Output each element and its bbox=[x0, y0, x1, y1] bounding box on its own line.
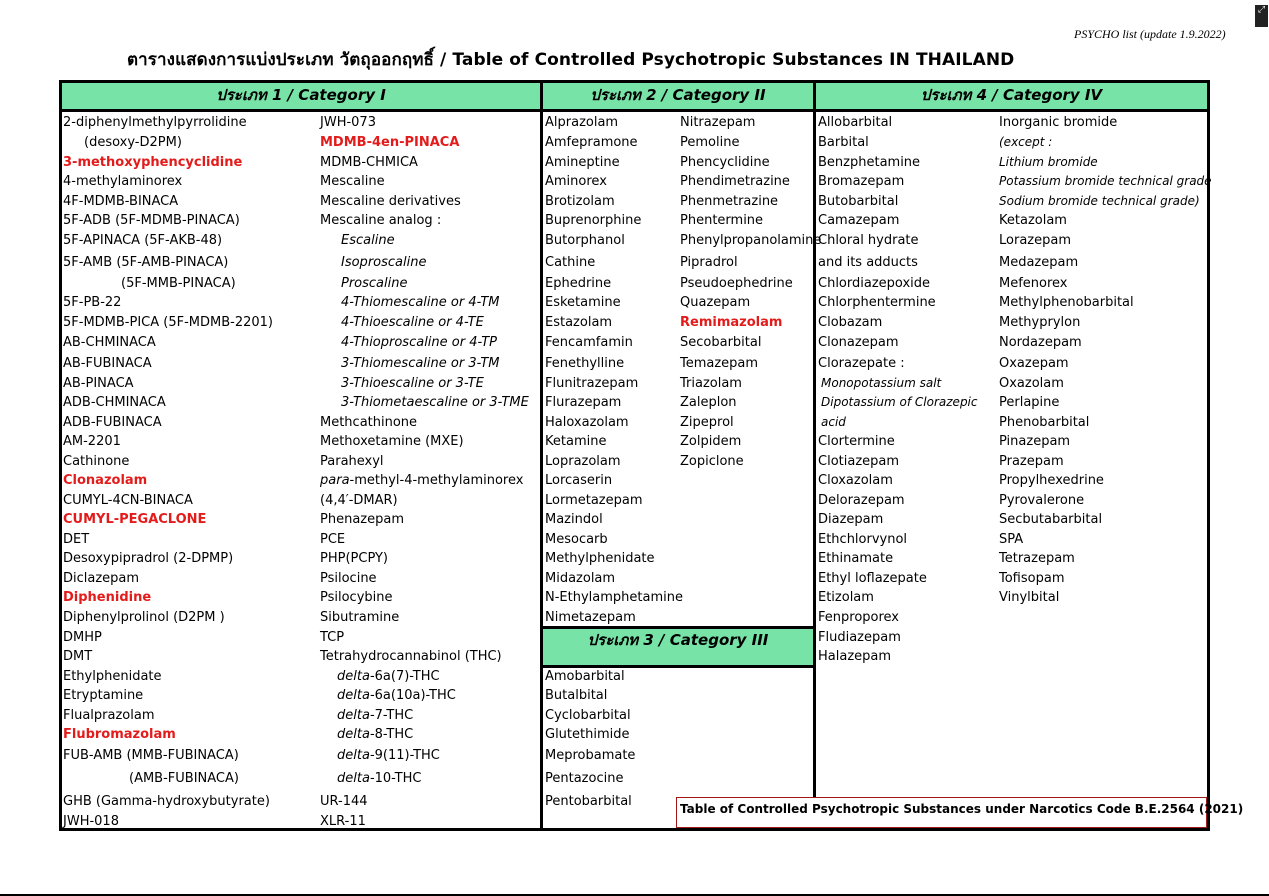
substance-item: Delorazepam bbox=[818, 493, 905, 508]
substance-item: delta-6a(10a)-THC bbox=[337, 688, 456, 703]
substance-item: Cyclobarbital bbox=[545, 708, 631, 723]
substance-item: delta-8-THC bbox=[337, 727, 414, 742]
substance-item: Methylphenidate bbox=[545, 551, 655, 566]
substance-item: Chlordiazepoxide bbox=[818, 276, 931, 291]
substance-item: Nitrazepam bbox=[680, 115, 756, 130]
substance-item: Phenobarbital bbox=[999, 415, 1090, 430]
substance-item: Fenproporex bbox=[818, 610, 899, 625]
substance-item: ADB-CHMINACA bbox=[63, 395, 166, 410]
substance-item: Zaleplon bbox=[680, 395, 737, 410]
substance-item: Cathinone bbox=[63, 454, 130, 469]
substance-item: Loprazolam bbox=[545, 454, 621, 469]
substance-item: delta-10-THC bbox=[337, 771, 422, 786]
substance-item: Mescaline analog : bbox=[320, 213, 442, 228]
substance-item: delta-6a(7)-THC bbox=[337, 669, 440, 684]
substance-item: 3-Thiometaescaline or 3-TME bbox=[341, 395, 529, 410]
substance-item: DET bbox=[63, 532, 90, 547]
substance-item: Mefenorex bbox=[999, 276, 1068, 291]
substance-item: Triazolam bbox=[680, 376, 742, 391]
substance-item: DMT bbox=[63, 649, 93, 664]
substance-item: Inorganic bromide bbox=[999, 115, 1118, 130]
substance-item: Flurazepam bbox=[545, 395, 622, 410]
substance-item: Amobarbital bbox=[545, 669, 625, 684]
substance-item: Estazolam bbox=[545, 315, 613, 330]
substance-item: Ethchlorvynol bbox=[818, 532, 908, 547]
substance-item: and its adducts bbox=[818, 255, 918, 270]
substance-item: Mazindol bbox=[545, 512, 603, 527]
substance-item: Secbutabarbital bbox=[999, 512, 1103, 527]
substance-item: Glutethimide bbox=[545, 727, 630, 742]
substance-item: UR-144 bbox=[320, 794, 368, 809]
substance-item: Flubromazolam bbox=[63, 727, 176, 742]
substance-item: Potassium bromide technical grade bbox=[999, 174, 1212, 188]
substance-item: Esketamine bbox=[545, 295, 621, 310]
substance-item: ADB-FUBINACA bbox=[63, 415, 162, 430]
substance-item: Tetrahydrocannabinol (THC) bbox=[320, 649, 502, 664]
substance-item: CUMYL-PEGACLONE bbox=[63, 512, 207, 527]
substance-item: (5F-MMB-PINACA) bbox=[121, 276, 236, 291]
substance-item: Cloxazolam bbox=[818, 473, 893, 488]
substance-item: Phendimetrazine bbox=[680, 174, 790, 189]
substance-item: Pemoline bbox=[680, 135, 740, 150]
substance-item: PCE bbox=[320, 532, 346, 547]
category-4-header: ประเภท 4 / Category IV bbox=[816, 83, 1207, 112]
substance-item: Secobarbital bbox=[680, 335, 762, 350]
substance-item: Clotiazepam bbox=[818, 454, 900, 469]
substance-item: Etizolam bbox=[818, 590, 874, 605]
substance-item: Amineptine bbox=[545, 155, 620, 170]
substance-item: Lithium bromide bbox=[999, 155, 1098, 169]
substance-item: Methylphenobarbital bbox=[999, 295, 1134, 310]
substance-item: (except : bbox=[999, 135, 1053, 149]
substance-item: Alprazolam bbox=[545, 115, 619, 130]
substance-item: Pentobarbital bbox=[545, 794, 632, 809]
substance-item: Ethylphenidate bbox=[63, 669, 162, 684]
substance-item: Methoxetamine (MXE) bbox=[320, 434, 464, 449]
substance-item: Monopotassium salt bbox=[821, 376, 942, 390]
substance-item: Parahexyl bbox=[320, 454, 384, 469]
substance-item: Clorazepate : bbox=[818, 356, 905, 371]
divider-cat2-cat4 bbox=[813, 80, 816, 831]
substance-item: Ethinamate bbox=[818, 551, 894, 566]
substance-item: Diclazepam bbox=[63, 571, 140, 586]
substance-item: Oxazepam bbox=[999, 356, 1069, 371]
substance-item: Haloxazolam bbox=[545, 415, 629, 430]
substance-item: Oxazolam bbox=[999, 376, 1064, 391]
substance-item: 5F-PB-22 bbox=[63, 295, 122, 310]
substance-item: MDMB-4en-PINACA bbox=[320, 135, 460, 150]
substance-item: 4F-MDMB-BINACA bbox=[63, 194, 179, 209]
substance-item: Psilocybine bbox=[320, 590, 393, 605]
substance-item: Nordazepam bbox=[999, 335, 1082, 350]
substance-item: Clonazepam bbox=[818, 335, 899, 350]
substance-item: Phentermine bbox=[680, 213, 764, 228]
substance-item: Benzphetamine bbox=[818, 155, 921, 170]
substance-item: Zolpidem bbox=[680, 434, 742, 449]
substance-item: Butorphanol bbox=[545, 233, 625, 248]
substance-item: Flualprazolam bbox=[63, 708, 155, 723]
substance-item: 4-Thioescaline or 4-TE bbox=[341, 315, 484, 330]
substance-item: AB-PINACA bbox=[63, 376, 134, 391]
substance-item: delta-9(11)-THC bbox=[337, 748, 440, 763]
substance-item: Camazepam bbox=[818, 213, 900, 228]
substance-item: Mesocarb bbox=[545, 532, 608, 547]
substance-item: AM-2201 bbox=[63, 434, 121, 449]
substance-item: Methyprylon bbox=[999, 315, 1081, 330]
substance-item: Butobarbital bbox=[818, 194, 899, 209]
substance-item: Dipotassium of Clorazepic bbox=[821, 395, 978, 409]
substance-item: 5F-MDMB-PICA (5F-MDMB-2201) bbox=[63, 315, 273, 330]
substance-item: Ketazolam bbox=[999, 213, 1067, 228]
substance-item: Vinylbital bbox=[999, 590, 1060, 605]
substance-item: AB-FUBINACA bbox=[63, 356, 152, 371]
substance-item: Pinazepam bbox=[999, 434, 1071, 449]
substance-item: Pseudoephedrine bbox=[680, 276, 793, 291]
substance-item: Amfepramone bbox=[545, 135, 638, 150]
substance-item: Chlorphentermine bbox=[818, 295, 936, 310]
substance-item: CUMYL-4CN-BINACA bbox=[63, 493, 193, 508]
substance-item: Butalbital bbox=[545, 688, 608, 703]
substance-item: Phenmetrazine bbox=[680, 194, 779, 209]
substance-item: 5F-ADB (5F-MDMB-PINACA) bbox=[63, 213, 240, 228]
substance-item: Phenazepam bbox=[320, 512, 404, 527]
category-3-header: ประเภท 3 / Category III bbox=[543, 629, 813, 668]
substance-item: 3-Thiomescaline or 3-TM bbox=[341, 356, 500, 371]
substance-item: Clobazam bbox=[818, 315, 883, 330]
substance-item: Remimazolam bbox=[680, 315, 783, 330]
substance-item: Phenylpropanolamine bbox=[680, 233, 822, 248]
substance-item: Medazepam bbox=[999, 255, 1079, 270]
substance-item: Methcathinone bbox=[320, 415, 418, 430]
substance-item: Pyrovalerone bbox=[999, 493, 1085, 508]
substance-item: Zopiclone bbox=[680, 454, 744, 469]
substance-item: Diazepam bbox=[818, 512, 884, 527]
substance-item: Isoproscaline bbox=[341, 255, 427, 270]
substance-item: Clonazolam bbox=[63, 473, 148, 488]
substance-item: N-Ethylamphetamine bbox=[545, 590, 683, 605]
expand-icon[interactable]: ⤢ bbox=[1255, 5, 1268, 27]
substance-item: Ketamine bbox=[545, 434, 607, 449]
substance-item: 5F-AMB (5F-AMB-PINACA) bbox=[63, 255, 229, 270]
substance-item: Brotizolam bbox=[545, 194, 615, 209]
substance-item: Phencyclidine bbox=[680, 155, 770, 170]
substance-item: Zipeprol bbox=[680, 415, 734, 430]
substance-item: acid bbox=[821, 415, 846, 429]
substance-item: Sibutramine bbox=[320, 610, 400, 625]
substance-item: 4-Thiomescaline or 4-TM bbox=[341, 295, 500, 310]
substance-item: Ephedrine bbox=[545, 276, 612, 291]
substance-item: Lorcaserin bbox=[545, 473, 613, 488]
substance-item: PHP(PCPY) bbox=[320, 551, 389, 566]
substance-item: 4-methylaminorex bbox=[63, 174, 183, 189]
substance-item: para-methyl-4-methylaminorex bbox=[320, 473, 524, 488]
footer-note: Table of Controlled Psychotropic Substances under Narcotics Code B.E.2564 (2021) bbox=[676, 797, 1207, 828]
substance-item: Mescaline bbox=[320, 174, 385, 189]
substance-item: (4,4′-DMAR) bbox=[320, 493, 398, 508]
substance-item: (AMB-FUBINACA) bbox=[129, 771, 239, 786]
substance-item: Mescaline derivatives bbox=[320, 194, 461, 209]
divider-cat1-cat2 bbox=[540, 80, 543, 831]
substance-item: Cathine bbox=[545, 255, 596, 270]
substance-item: SPA bbox=[999, 532, 1024, 547]
substance-item: Tofisopam bbox=[999, 571, 1065, 586]
substance-item: MDMB-CHMICA bbox=[320, 155, 418, 170]
substance-item: Escaline bbox=[341, 233, 395, 248]
substance-item: Tetrazepam bbox=[999, 551, 1075, 566]
substance-item: 5F-APINACA (5F-AKB-48) bbox=[63, 233, 223, 248]
substance-item: 4-Thioproscaline or 4-TP bbox=[341, 335, 498, 350]
update-note: PSYCHO list (update 1.9.2022) bbox=[1074, 27, 1226, 41]
substance-item: Nimetazepam bbox=[545, 610, 636, 625]
substance-item: Aminorex bbox=[545, 174, 607, 189]
page-title: ตารางแสดงการแบ่งประเภท วัตถุออกฤทธิ์ / Table of Controlled Psychotropic Substances IN THAILAND bbox=[127, 50, 1015, 70]
substance-item: Halazepam bbox=[818, 649, 892, 664]
substance-item: JWH-018 bbox=[63, 814, 119, 829]
substance-item: Quazepam bbox=[680, 295, 751, 310]
substance-item: XLR-11 bbox=[320, 814, 366, 829]
substance-item: Psilocine bbox=[320, 571, 377, 586]
substance-item: Diphenidine bbox=[63, 590, 152, 605]
substance-item: AB-CHMINACA bbox=[63, 335, 156, 350]
substance-item: Diphenylprolinol (D2PM ) bbox=[63, 610, 225, 625]
substance-item: Fenethylline bbox=[545, 356, 625, 371]
substance-item: Lormetazepam bbox=[545, 493, 643, 508]
substance-item: Pentazocine bbox=[545, 771, 624, 786]
substance-item: Bromazepam bbox=[818, 174, 905, 189]
substance-item: Allobarbital bbox=[818, 115, 893, 130]
substance-item: Propylhexedrine bbox=[999, 473, 1104, 488]
substance-item: GHB (Gamma-hydroxybutyrate) bbox=[63, 794, 270, 809]
substance-item: Buprenorphine bbox=[545, 213, 642, 228]
substance-item: delta-7-THC bbox=[337, 708, 414, 723]
substance-item: Meprobamate bbox=[545, 748, 636, 763]
substance-item: Etryptamine bbox=[63, 688, 144, 703]
category-2-header: ประเภท 2 / Category II bbox=[543, 83, 813, 112]
substance-item: (desoxy-D2PM) bbox=[84, 135, 182, 150]
substance-item: Fencamfamin bbox=[545, 335, 633, 350]
substance-item: 2-diphenylmethylpyrrolidine bbox=[63, 115, 247, 130]
substance-item: Flunitrazepam bbox=[545, 376, 639, 391]
substance-item: Pipradrol bbox=[680, 255, 738, 270]
substance-item: Perlapine bbox=[999, 395, 1060, 410]
substance-item: Sodium bromide technical grade) bbox=[999, 194, 1200, 208]
substance-item: Proscaline bbox=[341, 276, 408, 291]
substance-item: TCP bbox=[320, 630, 345, 645]
category-1-header: ประเภท 1 / Category I bbox=[62, 83, 540, 112]
substance-item: 3-methoxyphencyclidine bbox=[63, 155, 243, 170]
substance-item: Midazolam bbox=[545, 571, 616, 586]
substance-item: Desoxypipradrol (2-DPMP) bbox=[63, 551, 234, 566]
substance-item: Fludiazepam bbox=[818, 630, 901, 645]
substance-item: Prazepam bbox=[999, 454, 1064, 469]
substance-item: Clortermine bbox=[818, 434, 895, 449]
substance-item: FUB-AMB (MMB-FUBINACA) bbox=[63, 748, 239, 763]
substance-item: Lorazepam bbox=[999, 233, 1071, 248]
substance-item: DMHP bbox=[63, 630, 102, 645]
substance-item: Barbital bbox=[818, 135, 869, 150]
substance-item: Chloral hydrate bbox=[818, 233, 919, 248]
substance-item: JWH-073 bbox=[320, 115, 376, 130]
substance-item: Temazepam bbox=[680, 356, 759, 371]
substance-item: 3-Thioescaline or 3-TE bbox=[341, 376, 484, 391]
substance-item: Ethyl loflazepate bbox=[818, 571, 927, 586]
